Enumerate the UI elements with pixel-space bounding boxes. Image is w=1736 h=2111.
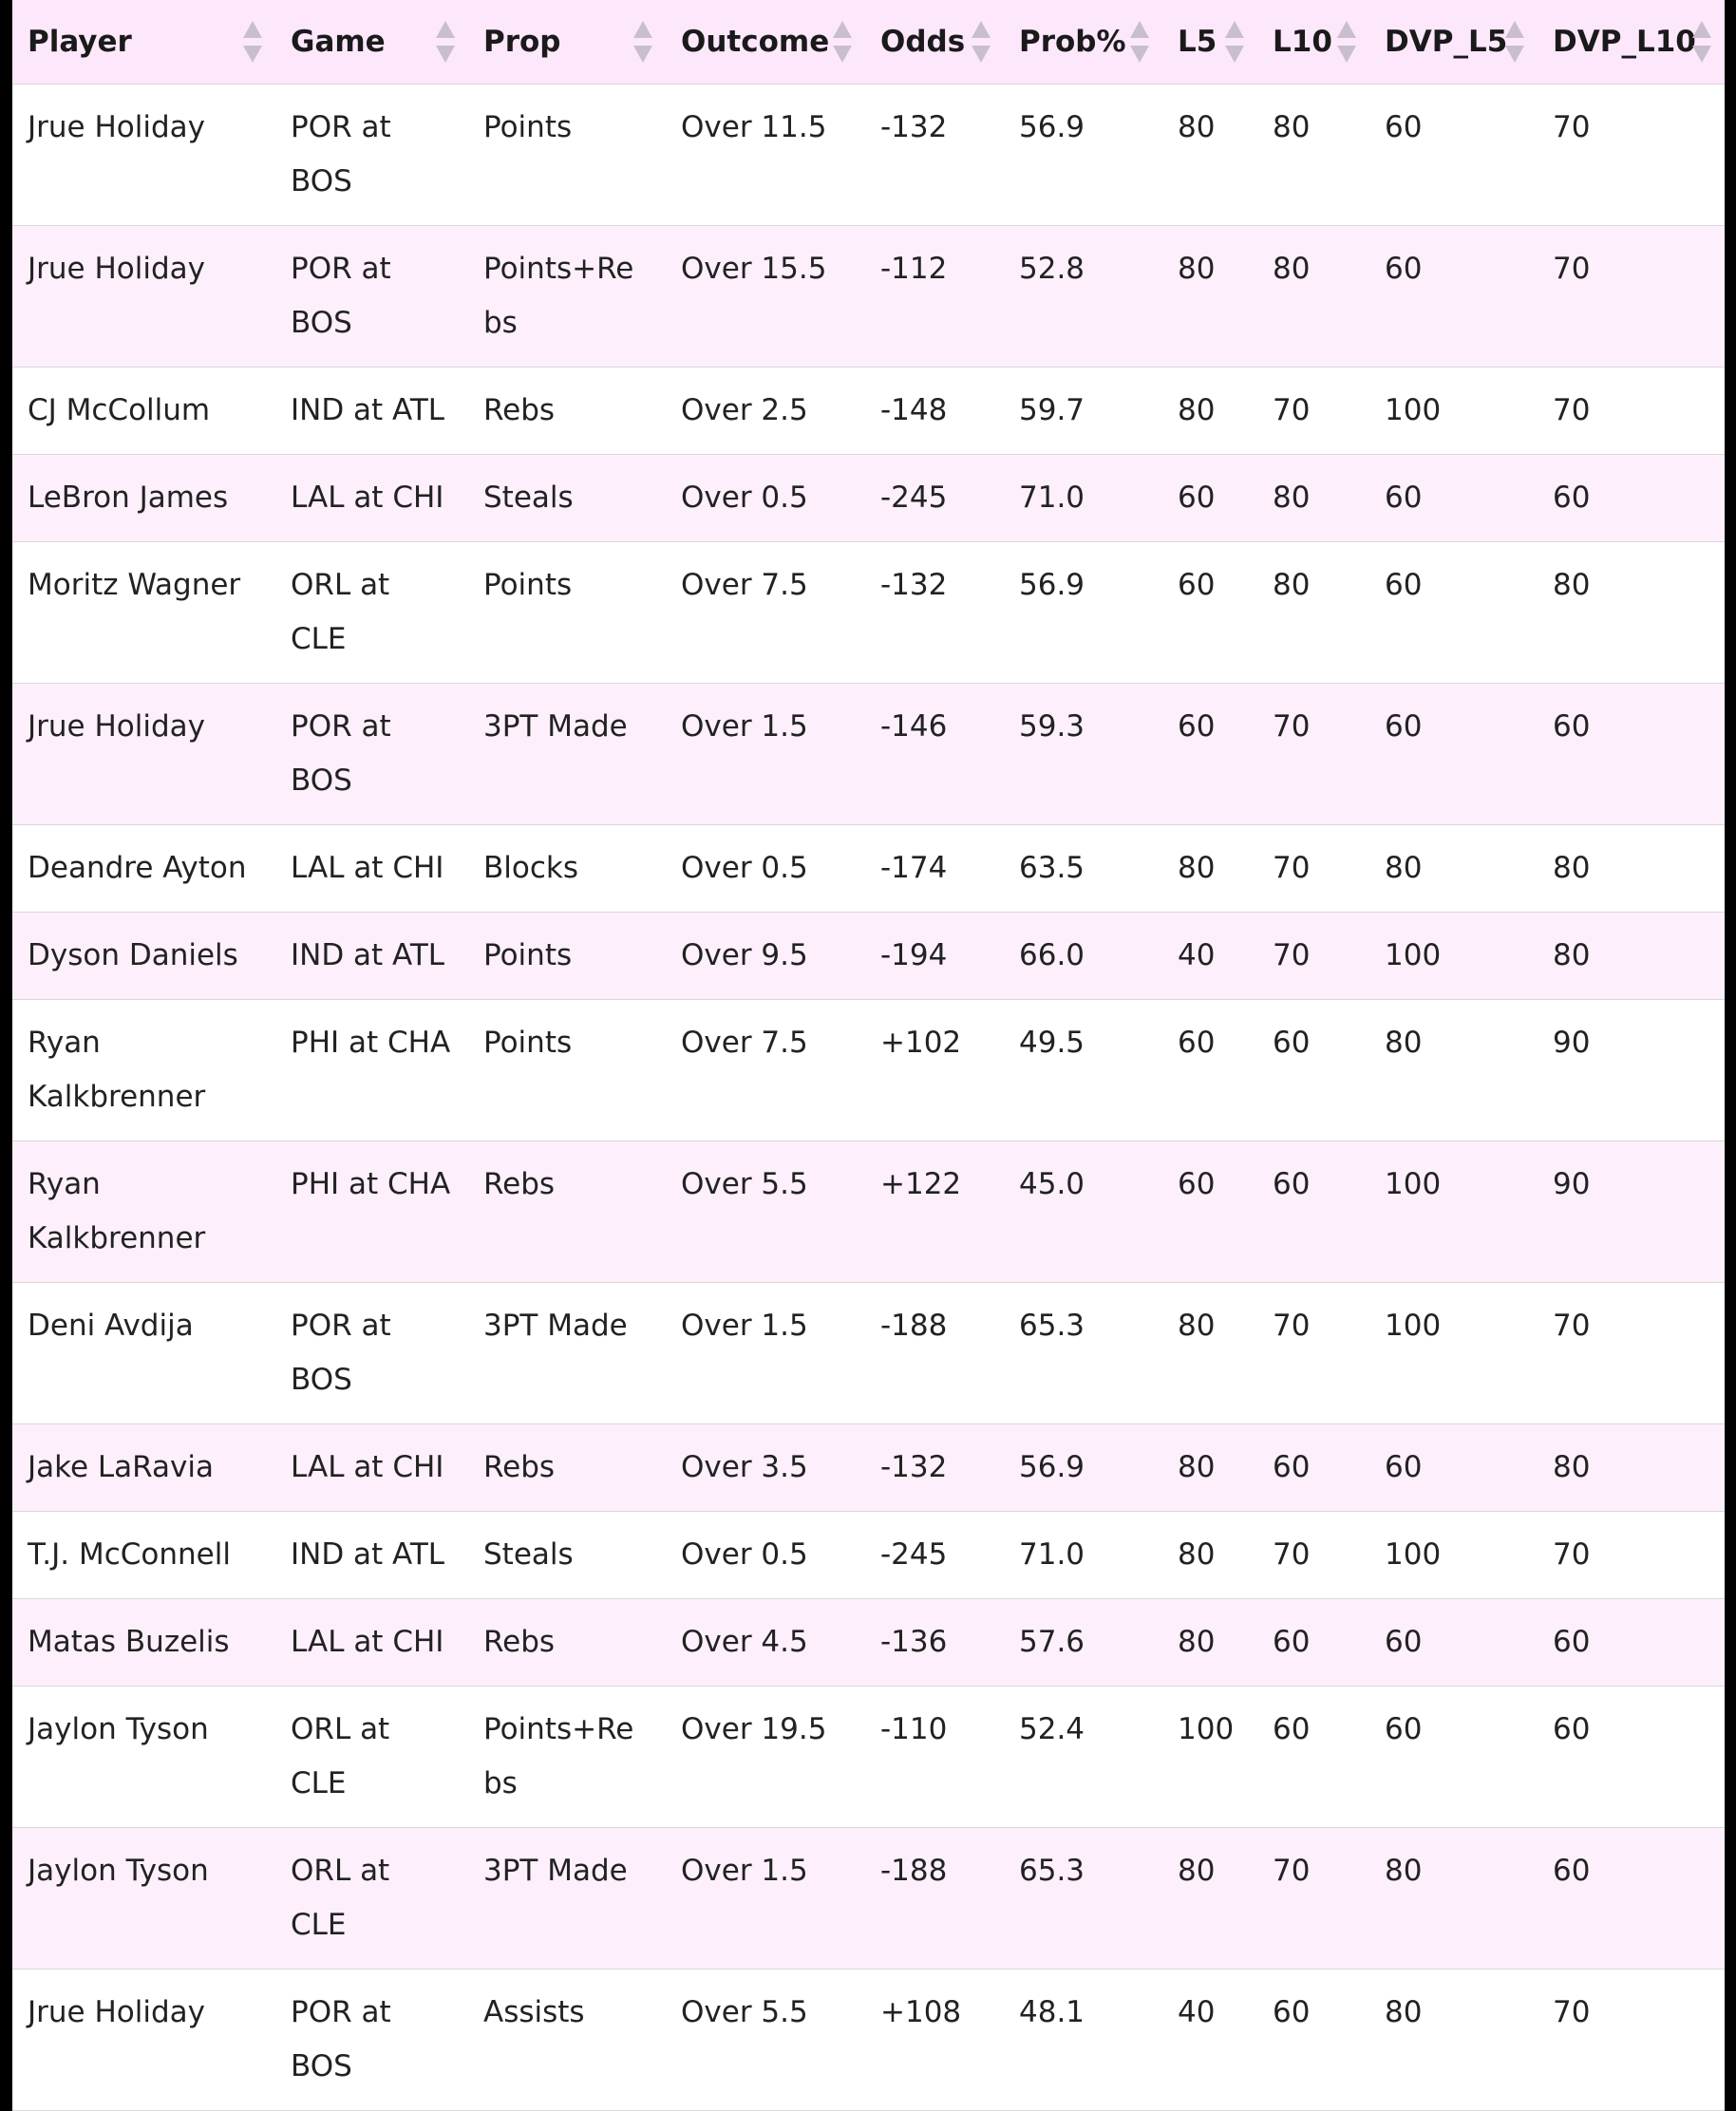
cell-l10: 70 xyxy=(1257,1283,1369,1424)
column-header-label: L5 xyxy=(1178,25,1217,59)
cell-player: Dyson Daniels xyxy=(12,913,275,1000)
cell-player: Jrue Holiday xyxy=(12,684,275,825)
cell-dvp-l10: 80 xyxy=(1538,542,1725,684)
cell-odds: -132 xyxy=(865,85,1004,226)
cell-player: CJ McCollum xyxy=(12,368,275,455)
cell-prop: 3PT Made xyxy=(468,1283,666,1424)
cell-prop: Rebs xyxy=(468,1141,666,1283)
sort-icon[interactable] xyxy=(1225,21,1244,63)
cell-prob: 45.0 xyxy=(1004,1141,1162,1283)
cell-player: Jaylon Tyson xyxy=(12,1828,275,1970)
sort-icon[interactable] xyxy=(972,21,991,63)
cell-l10: 60 xyxy=(1257,1141,1369,1283)
sort-icon[interactable] xyxy=(1130,21,1149,63)
cell-odds: -194 xyxy=(865,913,1004,1000)
cell-prop: Points xyxy=(468,913,666,1000)
cell-l10: 60 xyxy=(1257,1687,1369,1828)
cell-dvp-l10: 80 xyxy=(1538,825,1725,913)
column-header-dvp-l5[interactable] xyxy=(1369,0,1538,85)
table-row xyxy=(12,368,1725,455)
cell-outcome: Over 1.5 xyxy=(666,1828,865,1970)
cell-odds: +108 xyxy=(865,1970,1004,2111)
cell-l10: 70 xyxy=(1257,1512,1369,1599)
cell-prob: 52.4 xyxy=(1004,1687,1162,1828)
cell-player: Deandre Ayton xyxy=(12,825,275,913)
cell-dvp-l5: 100 xyxy=(1369,1512,1538,1599)
sort-icon[interactable] xyxy=(1505,21,1524,63)
table-row xyxy=(12,1599,1725,1687)
table-row xyxy=(12,542,1725,684)
cell-dvp-l5: 60 xyxy=(1369,85,1538,226)
cell-game: ORL at CLE xyxy=(275,542,468,684)
cell-player: Jrue Holiday xyxy=(12,85,275,226)
table-row xyxy=(12,913,1725,1000)
table-body xyxy=(12,85,1725,2111)
cell-dvp-l10: 60 xyxy=(1538,684,1725,825)
sort-icon[interactable] xyxy=(1337,21,1356,63)
cell-l5: 60 xyxy=(1162,542,1257,684)
cell-dvp-l10: 70 xyxy=(1538,226,1725,368)
cell-prob: 71.0 xyxy=(1004,455,1162,542)
cell-dvp-l10: 60 xyxy=(1538,455,1725,542)
cell-l5: 60 xyxy=(1162,1000,1257,1141)
cell-game: POR at BOS xyxy=(275,684,468,825)
cell-l5: 80 xyxy=(1162,368,1257,455)
table-row xyxy=(12,825,1725,913)
cell-game: LAL at CHI xyxy=(275,455,468,542)
cell-odds: -188 xyxy=(865,1828,1004,1970)
cell-l10: 80 xyxy=(1257,455,1369,542)
cell-prob: 56.9 xyxy=(1004,542,1162,684)
column-header-label: Prob% xyxy=(1019,25,1126,59)
sort-icon[interactable] xyxy=(833,21,852,63)
cell-odds: -132 xyxy=(865,542,1004,684)
cell-dvp-l5: 60 xyxy=(1369,226,1538,368)
cell-dvp-l10: 70 xyxy=(1538,368,1725,455)
cell-l10: 70 xyxy=(1257,368,1369,455)
cell-game: LAL at CHI xyxy=(275,1599,468,1687)
cell-l5: 80 xyxy=(1162,85,1257,226)
cell-odds: +122 xyxy=(865,1141,1004,1283)
cell-prop: Steals xyxy=(468,455,666,542)
table-row xyxy=(12,85,1725,226)
cell-dvp-l5: 80 xyxy=(1369,1000,1538,1141)
cell-game: ORL at CLE xyxy=(275,1687,468,1828)
cell-dvp-l10: 90 xyxy=(1538,1141,1725,1283)
column-header-l10[interactable] xyxy=(1257,0,1369,85)
cell-odds: -174 xyxy=(865,825,1004,913)
props-table xyxy=(12,0,1725,2111)
cell-outcome: Over 0.5 xyxy=(666,1512,865,1599)
table-row xyxy=(12,1000,1725,1141)
cell-l10: 70 xyxy=(1257,1828,1369,1970)
cell-dvp-l10: 70 xyxy=(1538,85,1725,226)
column-header-label: DVP_L10 xyxy=(1553,25,1696,59)
cell-l10: 80 xyxy=(1257,226,1369,368)
cell-prob: 71.0 xyxy=(1004,1512,1162,1599)
cell-outcome: Over 7.5 xyxy=(666,542,865,684)
cell-odds: -136 xyxy=(865,1599,1004,1687)
cell-outcome: Over 4.5 xyxy=(666,1599,865,1687)
cell-dvp-l10: 80 xyxy=(1538,913,1725,1000)
cell-l10: 60 xyxy=(1257,1424,1369,1512)
cell-outcome: Over 9.5 xyxy=(666,913,865,1000)
cell-prop: Rebs xyxy=(468,1424,666,1512)
cell-dvp-l10: 80 xyxy=(1538,1424,1725,1512)
column-header-label: Player xyxy=(28,25,132,59)
cell-player: Jrue Holiday xyxy=(12,226,275,368)
sort-icon[interactable] xyxy=(243,21,262,63)
cell-l5: 100 xyxy=(1162,1687,1257,1828)
cell-dvp-l5: 60 xyxy=(1369,542,1538,684)
cell-prob: 48.1 xyxy=(1004,1970,1162,2111)
cell-l5: 80 xyxy=(1162,825,1257,913)
table-row xyxy=(12,226,1725,368)
cell-game: POR at BOS xyxy=(275,226,468,368)
cell-prop: Assists xyxy=(468,1970,666,2111)
cell-outcome: Over 0.5 xyxy=(666,455,865,542)
cell-prop: Steals xyxy=(468,1512,666,1599)
cell-dvp-l5: 60 xyxy=(1369,684,1538,825)
cell-game: PHI at CHA xyxy=(275,1000,468,1141)
cell-prop: Rebs xyxy=(468,368,666,455)
cell-prob: 49.5 xyxy=(1004,1000,1162,1141)
cell-prop: Rebs xyxy=(468,1599,666,1687)
cell-game: POR at BOS xyxy=(275,1283,468,1424)
header-row xyxy=(12,0,1725,85)
cell-l10: 80 xyxy=(1257,542,1369,684)
cell-l5: 80 xyxy=(1162,1599,1257,1687)
cell-dvp-l5: 60 xyxy=(1369,1687,1538,1828)
cell-outcome: Over 5.5 xyxy=(666,1970,865,2111)
cell-dvp-l5: 100 xyxy=(1369,1283,1538,1424)
cell-prop: Points xyxy=(468,542,666,684)
cell-prop: 3PT Made xyxy=(468,684,666,825)
cell-dvp-l5: 80 xyxy=(1369,1828,1538,1970)
cell-dvp-l5: 100 xyxy=(1369,368,1538,455)
cell-game: ORL at CLE xyxy=(275,1828,468,1970)
cell-dvp-l5: 60 xyxy=(1369,455,1538,542)
cell-prob: 65.3 xyxy=(1004,1283,1162,1424)
cell-dvp-l5: 80 xyxy=(1369,825,1538,913)
cell-odds: -112 xyxy=(865,226,1004,368)
cell-game: PHI at CHA xyxy=(275,1141,468,1283)
sort-icon[interactable] xyxy=(436,21,455,63)
cell-dvp-l5: 100 xyxy=(1369,913,1538,1000)
column-header-game[interactable] xyxy=(275,0,468,85)
cell-odds: -188 xyxy=(865,1283,1004,1424)
column-header-label: DVP_L5 xyxy=(1385,25,1508,59)
cell-game: IND at ATL xyxy=(275,368,468,455)
cell-player: Jaylon Tyson xyxy=(12,1687,275,1828)
cell-odds: -110 xyxy=(865,1687,1004,1828)
cell-dvp-l5: 60 xyxy=(1369,1599,1538,1687)
cell-l10: 70 xyxy=(1257,684,1369,825)
cell-prob: 56.9 xyxy=(1004,1424,1162,1512)
cell-outcome: Over 11.5 xyxy=(666,85,865,226)
cell-prob: 56.9 xyxy=(1004,85,1162,226)
cell-prop: Points+Rebs xyxy=(468,1687,666,1828)
props-table-container xyxy=(12,0,1725,2083)
cell-player: Ryan Kalkbrenner xyxy=(12,1000,275,1141)
cell-dvp-l5: 100 xyxy=(1369,1141,1538,1283)
cell-game: IND at ATL xyxy=(275,1512,468,1599)
cell-l5: 40 xyxy=(1162,1970,1257,2111)
cell-odds: -245 xyxy=(865,1512,1004,1599)
table-row xyxy=(12,1283,1725,1424)
column-header-prob[interactable] xyxy=(1004,0,1162,85)
cell-outcome: Over 1.5 xyxy=(666,1283,865,1424)
cell-outcome: Over 3.5 xyxy=(666,1424,865,1512)
cell-l5: 80 xyxy=(1162,1512,1257,1599)
cell-prob: 65.3 xyxy=(1004,1828,1162,1970)
cell-l10: 60 xyxy=(1257,1970,1369,2111)
cell-prop: Points xyxy=(468,85,666,226)
cell-game: LAL at CHI xyxy=(275,1424,468,1512)
cell-dvp-l10: 60 xyxy=(1538,1687,1725,1828)
cell-dvp-l10: 70 xyxy=(1538,1512,1725,1599)
cell-outcome: Over 5.5 xyxy=(666,1141,865,1283)
cell-dvp-l10: 70 xyxy=(1538,1970,1725,2111)
cell-player: Matas Buzelis xyxy=(12,1599,275,1687)
sort-icon[interactable] xyxy=(1692,21,1711,63)
cell-game: LAL at CHI xyxy=(275,825,468,913)
cell-l10: 60 xyxy=(1257,1000,1369,1141)
cell-player: Ryan Kalkbrenner xyxy=(12,1141,275,1283)
cell-l5: 60 xyxy=(1162,684,1257,825)
table-row xyxy=(12,1424,1725,1512)
cell-l5: 80 xyxy=(1162,1424,1257,1512)
cell-odds: -132 xyxy=(865,1424,1004,1512)
table-row xyxy=(12,1687,1725,1828)
cell-l5: 60 xyxy=(1162,455,1257,542)
cell-l5: 40 xyxy=(1162,913,1257,1000)
cell-odds: -148 xyxy=(865,368,1004,455)
cell-l10: 70 xyxy=(1257,913,1369,1000)
cell-odds: -245 xyxy=(865,455,1004,542)
cell-dvp-l5: 80 xyxy=(1369,1970,1538,2111)
cell-dvp-l10: 90 xyxy=(1538,1000,1725,1141)
column-header-player[interactable] xyxy=(12,0,275,85)
column-header-odds[interactable] xyxy=(865,0,1004,85)
cell-prop: Blocks xyxy=(468,825,666,913)
column-header-label: Game xyxy=(291,25,386,59)
cell-prob: 59.7 xyxy=(1004,368,1162,455)
cell-outcome: Over 2.5 xyxy=(666,368,865,455)
cell-dvp-l10: 60 xyxy=(1538,1599,1725,1687)
cell-l5: 80 xyxy=(1162,1828,1257,1970)
cell-player: Deni Avdija xyxy=(12,1283,275,1424)
cell-player: LeBron James xyxy=(12,455,275,542)
cell-dvp-l5: 60 xyxy=(1369,1424,1538,1512)
cell-prob: 63.5 xyxy=(1004,825,1162,913)
sort-icon[interactable] xyxy=(633,21,652,63)
cell-l10: 80 xyxy=(1257,85,1369,226)
cell-prop: Points+Rebs xyxy=(468,226,666,368)
column-header-label: Prop xyxy=(483,25,561,59)
cell-game: POR at BOS xyxy=(275,85,468,226)
cell-odds: -146 xyxy=(865,684,1004,825)
cell-l5: 80 xyxy=(1162,1283,1257,1424)
cell-game: IND at ATL xyxy=(275,913,468,1000)
cell-dvp-l10: 70 xyxy=(1538,1283,1725,1424)
cell-outcome: Over 0.5 xyxy=(666,825,865,913)
table-row xyxy=(12,1141,1725,1283)
column-header-outcome[interactable] xyxy=(666,0,865,85)
cell-l10: 60 xyxy=(1257,1599,1369,1687)
cell-prob: 66.0 xyxy=(1004,913,1162,1000)
cell-prob: 57.6 xyxy=(1004,1599,1162,1687)
cell-prop: Points xyxy=(468,1000,666,1141)
column-header-label: Outcome xyxy=(681,25,830,59)
cell-odds: +102 xyxy=(865,1000,1004,1141)
cell-outcome: Over 1.5 xyxy=(666,684,865,825)
cell-player: T.J. McConnell xyxy=(12,1512,275,1599)
cell-prob: 52.8 xyxy=(1004,226,1162,368)
table-row xyxy=(12,1828,1725,1970)
cell-l5: 80 xyxy=(1162,226,1257,368)
table-row xyxy=(12,1970,1725,2111)
cell-dvp-l10: 60 xyxy=(1538,1828,1725,1970)
table-row xyxy=(12,1512,1725,1599)
table-row xyxy=(12,455,1725,542)
column-header-l5[interactable] xyxy=(1162,0,1257,85)
cell-outcome: Over 19.5 xyxy=(666,1687,865,1828)
cell-player: Jrue Holiday xyxy=(12,1970,275,2111)
cell-player: Moritz Wagner xyxy=(12,542,275,684)
cell-game: POR at BOS xyxy=(275,1970,468,2111)
column-header-dvp-l10[interactable] xyxy=(1538,0,1725,85)
column-header-label: Odds xyxy=(880,25,966,59)
cell-outcome: Over 7.5 xyxy=(666,1000,865,1141)
cell-prop: 3PT Made xyxy=(468,1828,666,1970)
cell-prob: 59.3 xyxy=(1004,684,1162,825)
table-row xyxy=(12,684,1725,825)
cell-l5: 60 xyxy=(1162,1141,1257,1283)
cell-l10: 70 xyxy=(1257,825,1369,913)
cell-player: Jake LaRavia xyxy=(12,1424,275,1512)
cell-outcome: Over 15.5 xyxy=(666,226,865,368)
column-header-label: L10 xyxy=(1273,25,1332,59)
column-header-prop[interactable] xyxy=(468,0,666,85)
